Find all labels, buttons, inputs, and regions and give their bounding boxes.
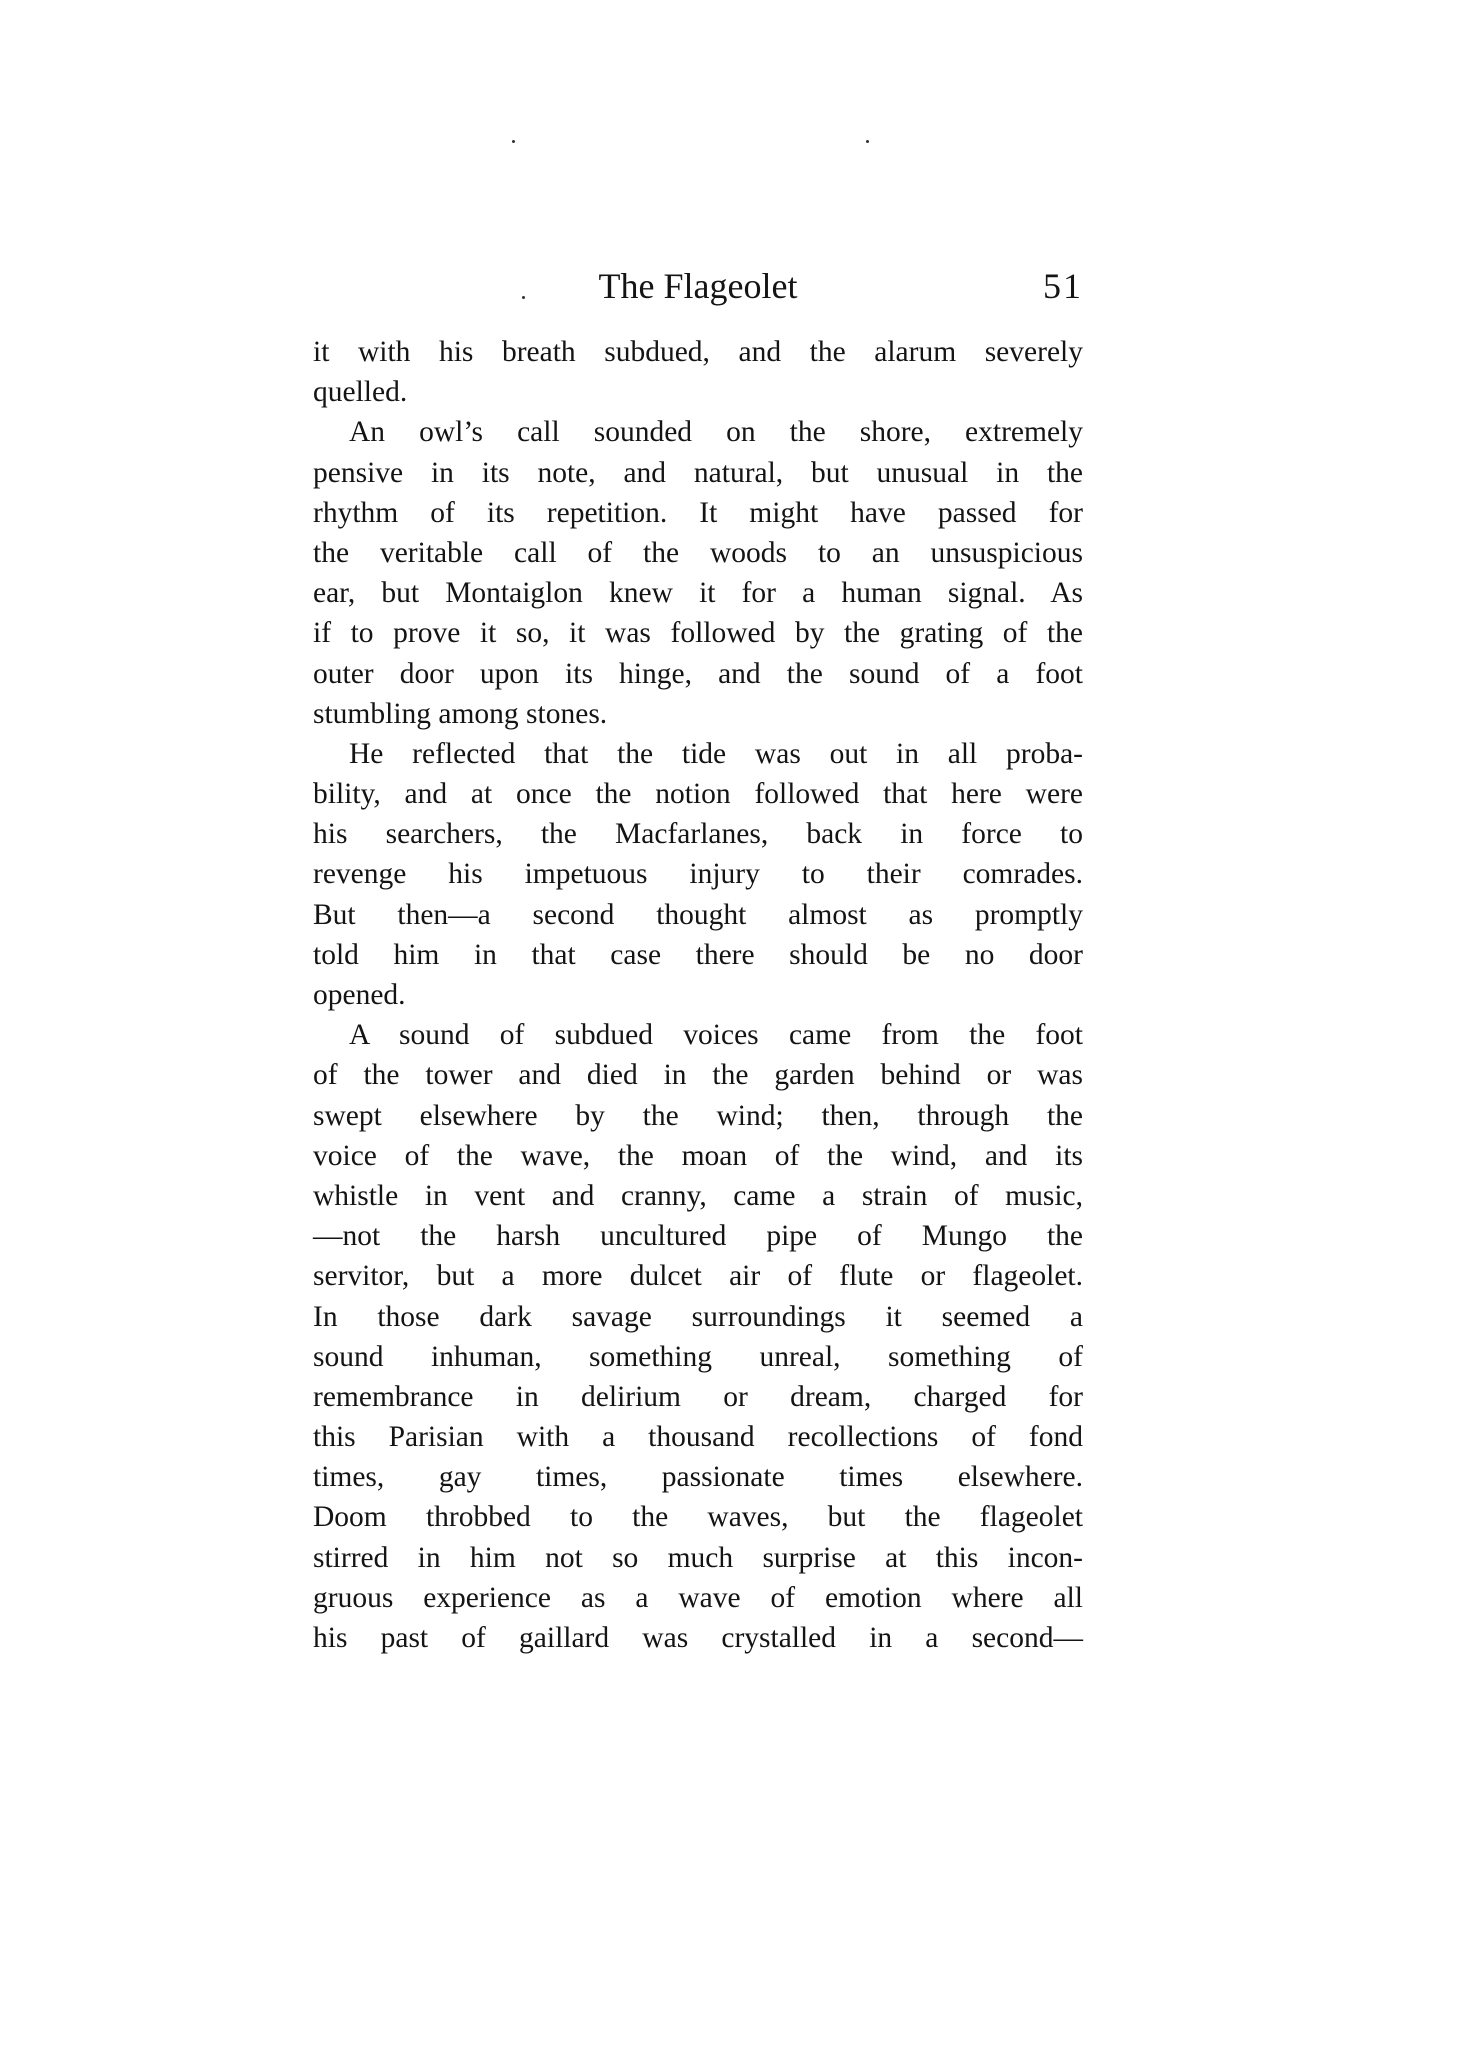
- text-line: whistle in vent and cranny, came a strain of music,: [313, 1179, 1083, 1212]
- text-line: this Parisian with a thousand recollections of fond: [313, 1421, 1083, 1454]
- text-line: An owl’s call sounded on the shore, extremely: [349, 416, 1083, 449]
- page-number: 51: [1043, 266, 1083, 306]
- text-line: remembrance in delirium or dream, charged for: [313, 1380, 1083, 1413]
- text-line: servitor, but a more dulcet air of flute or flageolet.: [313, 1260, 1083, 1293]
- running-title: The Flageolet: [598, 266, 798, 306]
- text-line: revenge his impetuous injury to their comrades.: [313, 858, 1083, 891]
- text-line: swept elsewhere by the wind; then, through the: [313, 1099, 1083, 1132]
- scan-speck: [512, 140, 515, 143]
- text-line: opened.: [313, 979, 406, 1011]
- text-line: He reflected that the tide was out in all proba-: [349, 737, 1083, 770]
- text-line: ear, but Montaiglon knew it for a human signal. As: [313, 577, 1083, 610]
- text-line: —not the harsh uncultured pipe of Mungo the: [313, 1220, 1083, 1253]
- text-line: pensive in its note, and natural, but unusual in the: [313, 456, 1083, 489]
- text-line: rhythm of its repetition. It might have passed for: [313, 496, 1083, 529]
- text-line: if to prove it so, it was followed by the grating of the: [313, 617, 1083, 650]
- scan-speck: [866, 140, 869, 143]
- text-line: bility, and at once the notion followed that here were: [313, 778, 1083, 811]
- text-line: the veritable call of the woods to an unsuspicious: [313, 536, 1083, 569]
- text-line: voice of the wave, the moan of the wind, and its: [313, 1139, 1083, 1172]
- text-line: But then—a second thought almost as promptly: [313, 898, 1083, 931]
- text-line: told him in that case there should be no door: [313, 938, 1083, 971]
- text-line: stirred in him not so much surprise at this incon-: [313, 1541, 1083, 1574]
- text-line: quelled.: [313, 376, 408, 409]
- text-line: gruous experience as a wave of emotion where all: [313, 1581, 1083, 1614]
- text-line: A sound of subdued voices came from the foot: [349, 1019, 1083, 1052]
- text-line: his past of gaillard was crystalled in a second—: [313, 1622, 1083, 1654]
- text-line: Doom throbbed to the waves, but the flageolet: [313, 1501, 1083, 1534]
- page-header: [313, 262, 1083, 310]
- text-line: sound inhuman, something unreal, something of: [313, 1340, 1083, 1373]
- text-line: stumbling among stones.: [313, 697, 608, 730]
- text-line: times, gay times, passionate times elsewhere.: [313, 1461, 1083, 1494]
- text-line: outer door upon its hinge, and the sound of a foot: [313, 657, 1083, 690]
- text-line: it with his breath subdued, and the alarum severely: [313, 336, 1083, 368]
- body-text: [313, 332, 1083, 1658]
- text-line: his searchers, the Macfarlanes, back in force to: [313, 818, 1083, 851]
- text-line: of the tower and died in the garden behind or was: [313, 1059, 1083, 1092]
- text-line: In those dark savage surroundings it seemed a: [313, 1300, 1083, 1333]
